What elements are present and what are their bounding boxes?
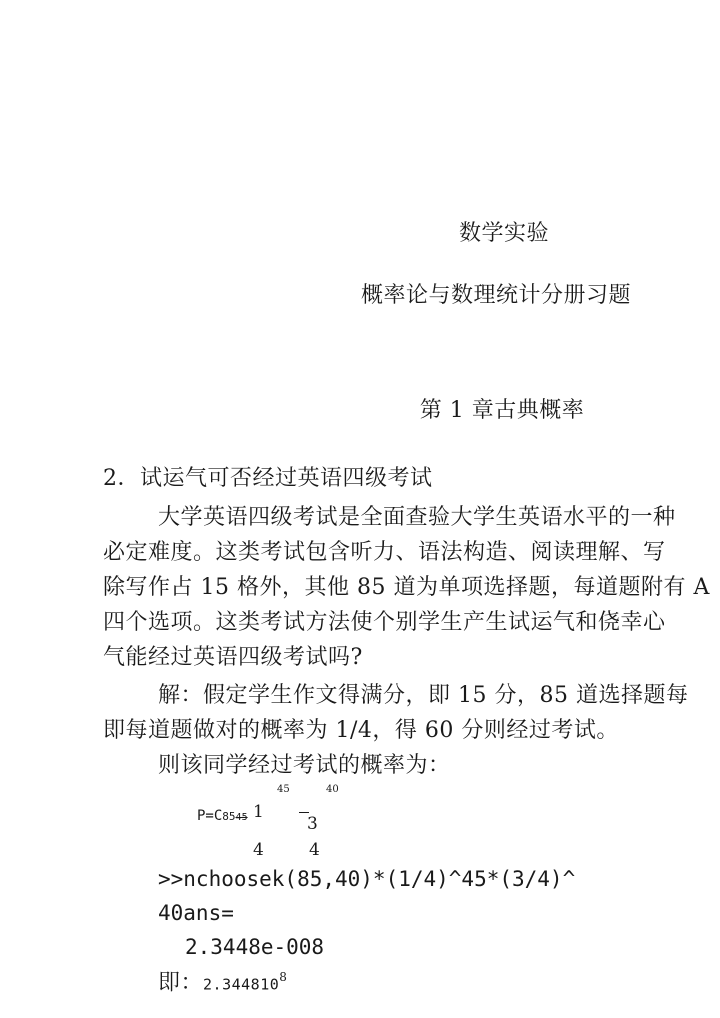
formula-sup-40: 40 [326,784,339,795]
paragraph-line: 气能经过英语四级考试吗? [103,645,363,670]
probability-formula [195,782,375,862]
result-exponent: 8 [279,970,288,984]
chapter-title: 第 1 章古典概率 [419,398,585,423]
result-restated [158,964,287,997]
formula-denominator-1: 4 [253,840,264,860]
result-label: 即： [158,970,204,996]
code-result: 2.3448e-008 [185,935,325,959]
result-value: 2.344810 [203,975,280,994]
page-title: 数学实验 [458,221,549,246]
problem-heading: 2．试运气可否经过英语四级考试 [103,466,433,491]
solution-line: 即每道题做对的概率为 1/4，得 60 分则经过考试。 [103,718,619,743]
page-subtitle: 概率论与数理统计分册习题 [360,283,631,308]
formula-denominator-2: 4 [309,840,320,860]
formula-sup-45: 45 [277,784,290,795]
solution-line: 则该同学经过考试的概率为： [158,753,451,778]
code-line: 40ans= [158,901,234,925]
formula-numerator-3: 3 [307,814,318,834]
code-line: >>nchoosek(85,40)*(1/4)^45*(3/4)^ [158,867,576,891]
paragraph-line: 四个选项。这类考试方法使个别学生产生试运气和侥幸心 [103,610,666,635]
paragraph-line: 必定难度。这类考试包含听力、语法构造、阅读理解、写 [103,540,666,565]
formula-p-label: P=C8545 [197,808,248,824]
solution-line: 解：假定学生作文得满分，即 15 分，85 道选择题每 [158,683,689,708]
paragraph-line: 除写作占 15 格外，其他 85 道为单项选择题，每道题附有 A [103,575,710,600]
fraction-bar [299,812,309,813]
paragraph-line: 大学英语四级考试是全面查验大学生英语水平的一种 [158,505,676,530]
formula-numerator-1: 1 [253,802,264,822]
